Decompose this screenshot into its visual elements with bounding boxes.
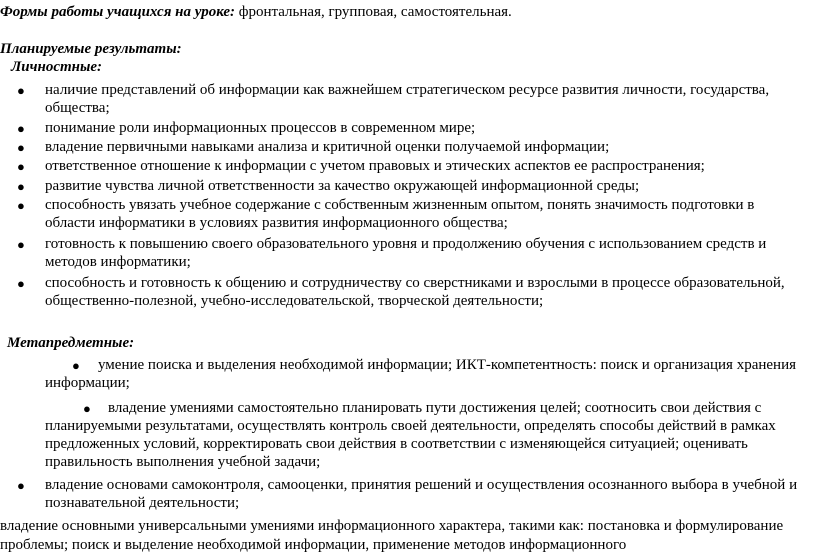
personal-item-3: владение первичными навыками анализа и критичной оценки получаемой информации;	[45, 139, 610, 155]
personal-item-6-line-1: способность увязать учебное содержание с собственным жизненным опытом, понять значимость подготовки в	[45, 197, 755, 213]
personal-heading: Личностные:	[11, 59, 103, 75]
personal-item-1-line-1: наличие представлений об информации как важнейшем стратегическом ресурсе развития личности, государства,	[45, 82, 770, 98]
bullet-icon: ●	[17, 198, 25, 213]
personal-item-7-line-2: методов информатики;	[45, 254, 191, 270]
personal-item-6-line-2: области информатики в условиях развития информационного общества;	[45, 215, 508, 231]
meta-item-3-line-2: познавательной деятельности;	[45, 495, 240, 511]
bullet-icon: ●	[17, 276, 25, 291]
bullet-icon: ●	[17, 159, 25, 174]
personal-item-8-line-1: способность и готовность к общению и сотрудничеству со сверстниками и взрослыми в процессе образовательной,	[45, 275, 785, 291]
bullet-icon: ●	[17, 478, 25, 493]
meta-heading: Метапредметные:	[7, 335, 135, 351]
meta-item-2-line-1: владение умениями самостоятельно планировать пути достижения целей; соотносить свои действия с	[108, 400, 762, 416]
personal-item-8-line-2: общественно-полезной, учебно-исследовательской, творческой деятельности;	[45, 293, 544, 309]
meta-item-2-line-3: предложенных условий, корректировать свои действия в соответствии с изменяющейся ситуацией; оценивать	[45, 436, 748, 452]
personal-item-2: понимание роли информационных процессов в современном мире;	[45, 120, 476, 136]
bullet-icon: ●	[83, 401, 91, 416]
meta-item-2-line-2: планируемыми результатами, осуществлять контроль своей деятельности, определять способы действий в рамках	[45, 418, 776, 434]
personal-item-5: развитие чувства личной ответственности за качество окружающей информационной среды;	[45, 178, 640, 194]
personal-item-1-line-2: общества;	[45, 100, 110, 116]
forms-label: Формы работы учащихся на уроке:	[0, 4, 236, 20]
meta-paragraph-line-2: проблемы; поиск и выделение необходимой информации, применение методов информационного	[0, 537, 627, 553]
meta-item-1-line-2: информации;	[45, 375, 130, 391]
forms-line	[0, 3, 512, 21]
bullet-icon: ●	[17, 237, 25, 252]
personal-item-4: ответственное отношение к информации с учетом правовых и этических аспектов ее распространения;	[45, 158, 705, 174]
personal-item-7-line-1: готовность к повышению своего образовательного уровня и продолжению обучения с использованием средств и	[45, 236, 767, 252]
meta-item-2-line-4: правильность выполнения учебной задачи;	[45, 454, 321, 470]
bullet-icon: ●	[17, 121, 25, 136]
bullet-icon: ●	[72, 358, 80, 373]
bullet-icon: ●	[17, 179, 25, 194]
bullet-icon: ●	[17, 83, 25, 98]
meta-paragraph-line-1: владение основными универсальными умениями информационного характера, такими как: постановка и формулирование	[0, 518, 784, 534]
meta-item-3-line-1: владение основами самоконтроля, самооценки, принятия решений и осуществления осознанного выбора в учебной и	[45, 477, 798, 493]
bullet-icon: ●	[17, 140, 25, 155]
meta-item-1-line-1: умение поиска и выделения необходимой информации; ИКТ-компетентность: поиск и организация хранения	[98, 357, 796, 373]
forms-value: фронтальная, групповая, самостоятельная.	[238, 4, 512, 20]
planned-results-heading: Планируемые результаты:	[0, 41, 182, 57]
